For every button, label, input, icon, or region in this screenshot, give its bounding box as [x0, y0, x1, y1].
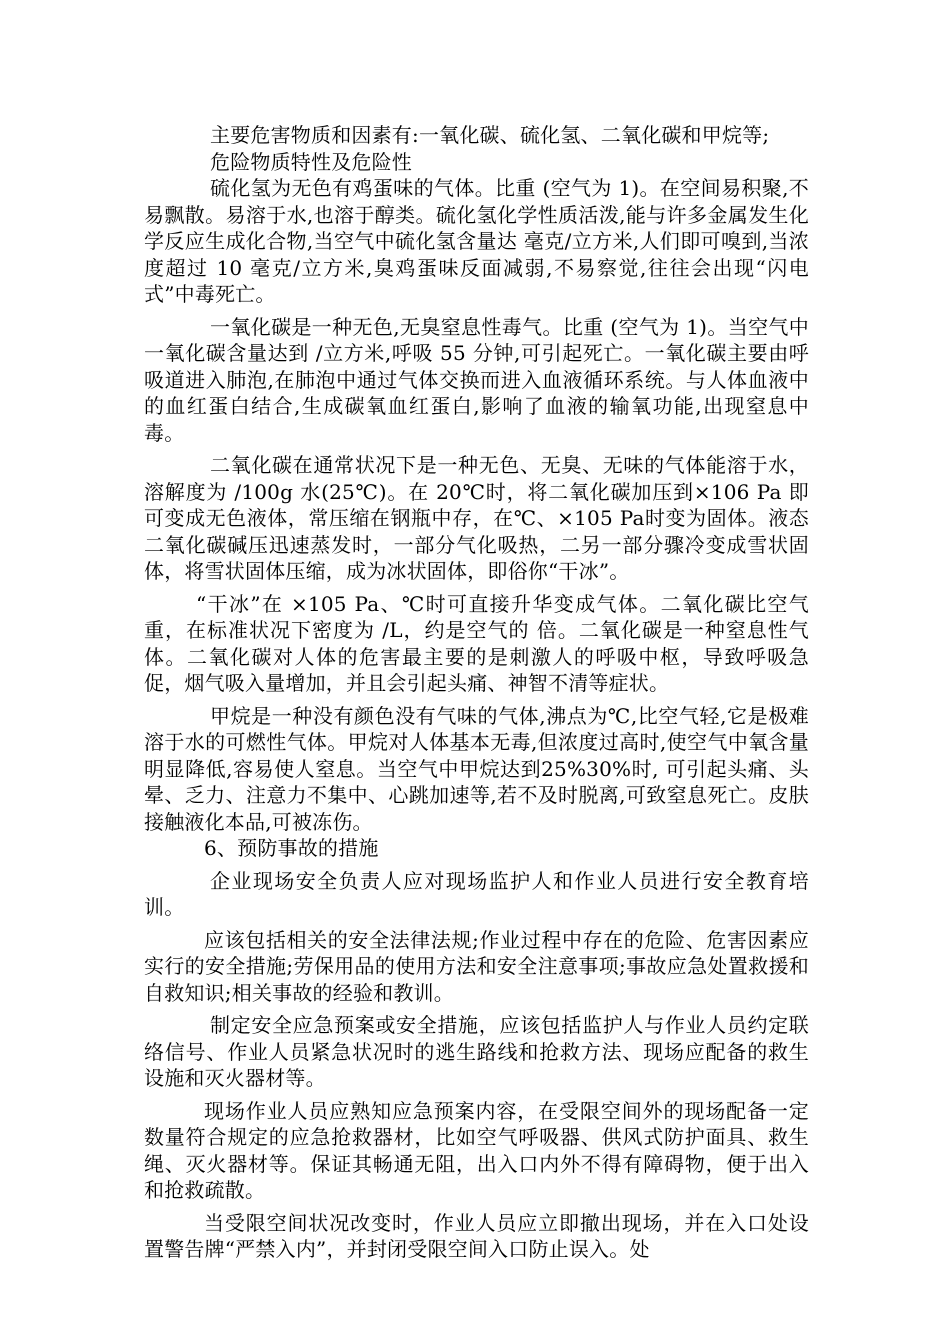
paragraph-rescue-equipment: 现场作业人员应熟知应急预案内容，在受限空间外的现场配备一定数量符合规定的应急抢救器材，比如空气呼吸器、供风式防护面具、救生绳、灭火器材等。保证其畅通无阻，出入口内外不得有障碍物，便于出入和抢救疏散。 — [144, 1098, 809, 1202]
paragraph-hydrogen-sulfide: 硫化氢为无色有鸡蛋味的气体。比重 (空气为 1)。在空间易积聚,不易飘散。易溶于水,也溶于醇类。硫化氢化学性质活泼,能与许多金属发生化学反应生成化合物,当空气中硫化氢含量达 毫克/立方米,人们即可嗅到,当浓度超过 10 毫克/立方米,臭鸡蛋味反面减弱,不易察觉,往往会出现“闪电式”中毒死亡。 — [144, 176, 809, 306]
paragraph-carbon-dioxide: 二氧化碳在通常状况下是一种无色、无臭、无味的气体能溶于水，溶解度为 /100g 水(25℃)。在 20℃时，将二氧化碳加压到×106 Pa 即可变成无色液体，常压缩在钢瓶中存，在℃、×105 Pa时变为固体。液态二氧化碳碱压迅速蒸发时，一部分气化吸热，二另一部分骤冷变成雪状固体，将雪状固体压缩，成为冰状固体，即俗你“干冰”。 — [144, 453, 809, 583]
paragraph-safety-training: 企业现场安全负责人应对现场监护人和作业人员进行安全教育培训。 — [144, 868, 809, 919]
section-heading-prevention: 6、预防事故的措施 — [204, 836, 379, 860]
paragraph-methane: 甲烷是一种没有颜色没有气味的气体,沸点为℃,比空气轻,它是极难溶于水的可燃性气体。甲烷对人体基本无毒,但浓度过高时,使空气中氧含量明显降低,容易使人窒息。当空气中甲烷达到25%30%时, 可引起头痛、头晕、乏力、注意力不集中、心跳加速等,若不及时脱离,可致窒息死亡。皮肤接触液化本品,可被冻伤。 — [144, 703, 809, 834]
paragraph-hazard-factors: 主要危害物质和因素有:一氧化碳、硫化氢、二氧化碳和甲烷等; — [210, 123, 770, 147]
document-body — [144, 122, 809, 1263]
paragraph-heading-hazard-properties: 危险物质特性及危险性 — [210, 149, 412, 174]
paragraph-emergency-plan: 制定安全应急预案或安全措施，应该包括监护人与作业人员约定联络信号、作业人员紧急状况时的逃生路线和抢救方法、现场应配备的救生设施和灭火器材等。 — [144, 1013, 809, 1090]
paragraph-training-content: 应该包括相关的安全法律法规;作业过程中存在的危险、危害因素应实行的安全措施;劳保用品的使用方法和安全注意事项;事故应急处置救援和自救知识;相关事故的经验和教训。 — [144, 927, 809, 1005]
paragraph-evacuation: 当受限空间状况改变时，作业人员应立即撤出现场，并在入口处设置警告牌“严禁入内”，并封闭受限空间入口防止误入。处 — [144, 1210, 809, 1261]
paragraph-dry-ice: “干冰”在 ×105 Pa、℃时可直接升华变成气体。二氧化碳比空气重，在标准状况下密度为 /L，约是空气的 倍。二氧化碳是一种窒息性气体。二氧化碳对人体的危害最主要的是刺激人的呼吸中枢，导致呼吸急促，烟气吸入量增加，并且会引起头痛、神智不清等症状。 — [144, 591, 809, 695]
paragraph-carbon-monoxide: 一氧化碳是一种无色,无臭窒息性毒气。比重 (空气为 1)。当空气中一氧化碳含量达到 /立方米,呼吸 55 分钟,可引起死亡。一氧化碳主要由呼吸道进入肺泡,在肺泡中通过气体交换而进入血液循环系统。与人体血液中的血红蛋白结合,生成碳氧血红蛋白,影响了血液的输氧功能,出现窒息中毒。 — [144, 314, 809, 445]
